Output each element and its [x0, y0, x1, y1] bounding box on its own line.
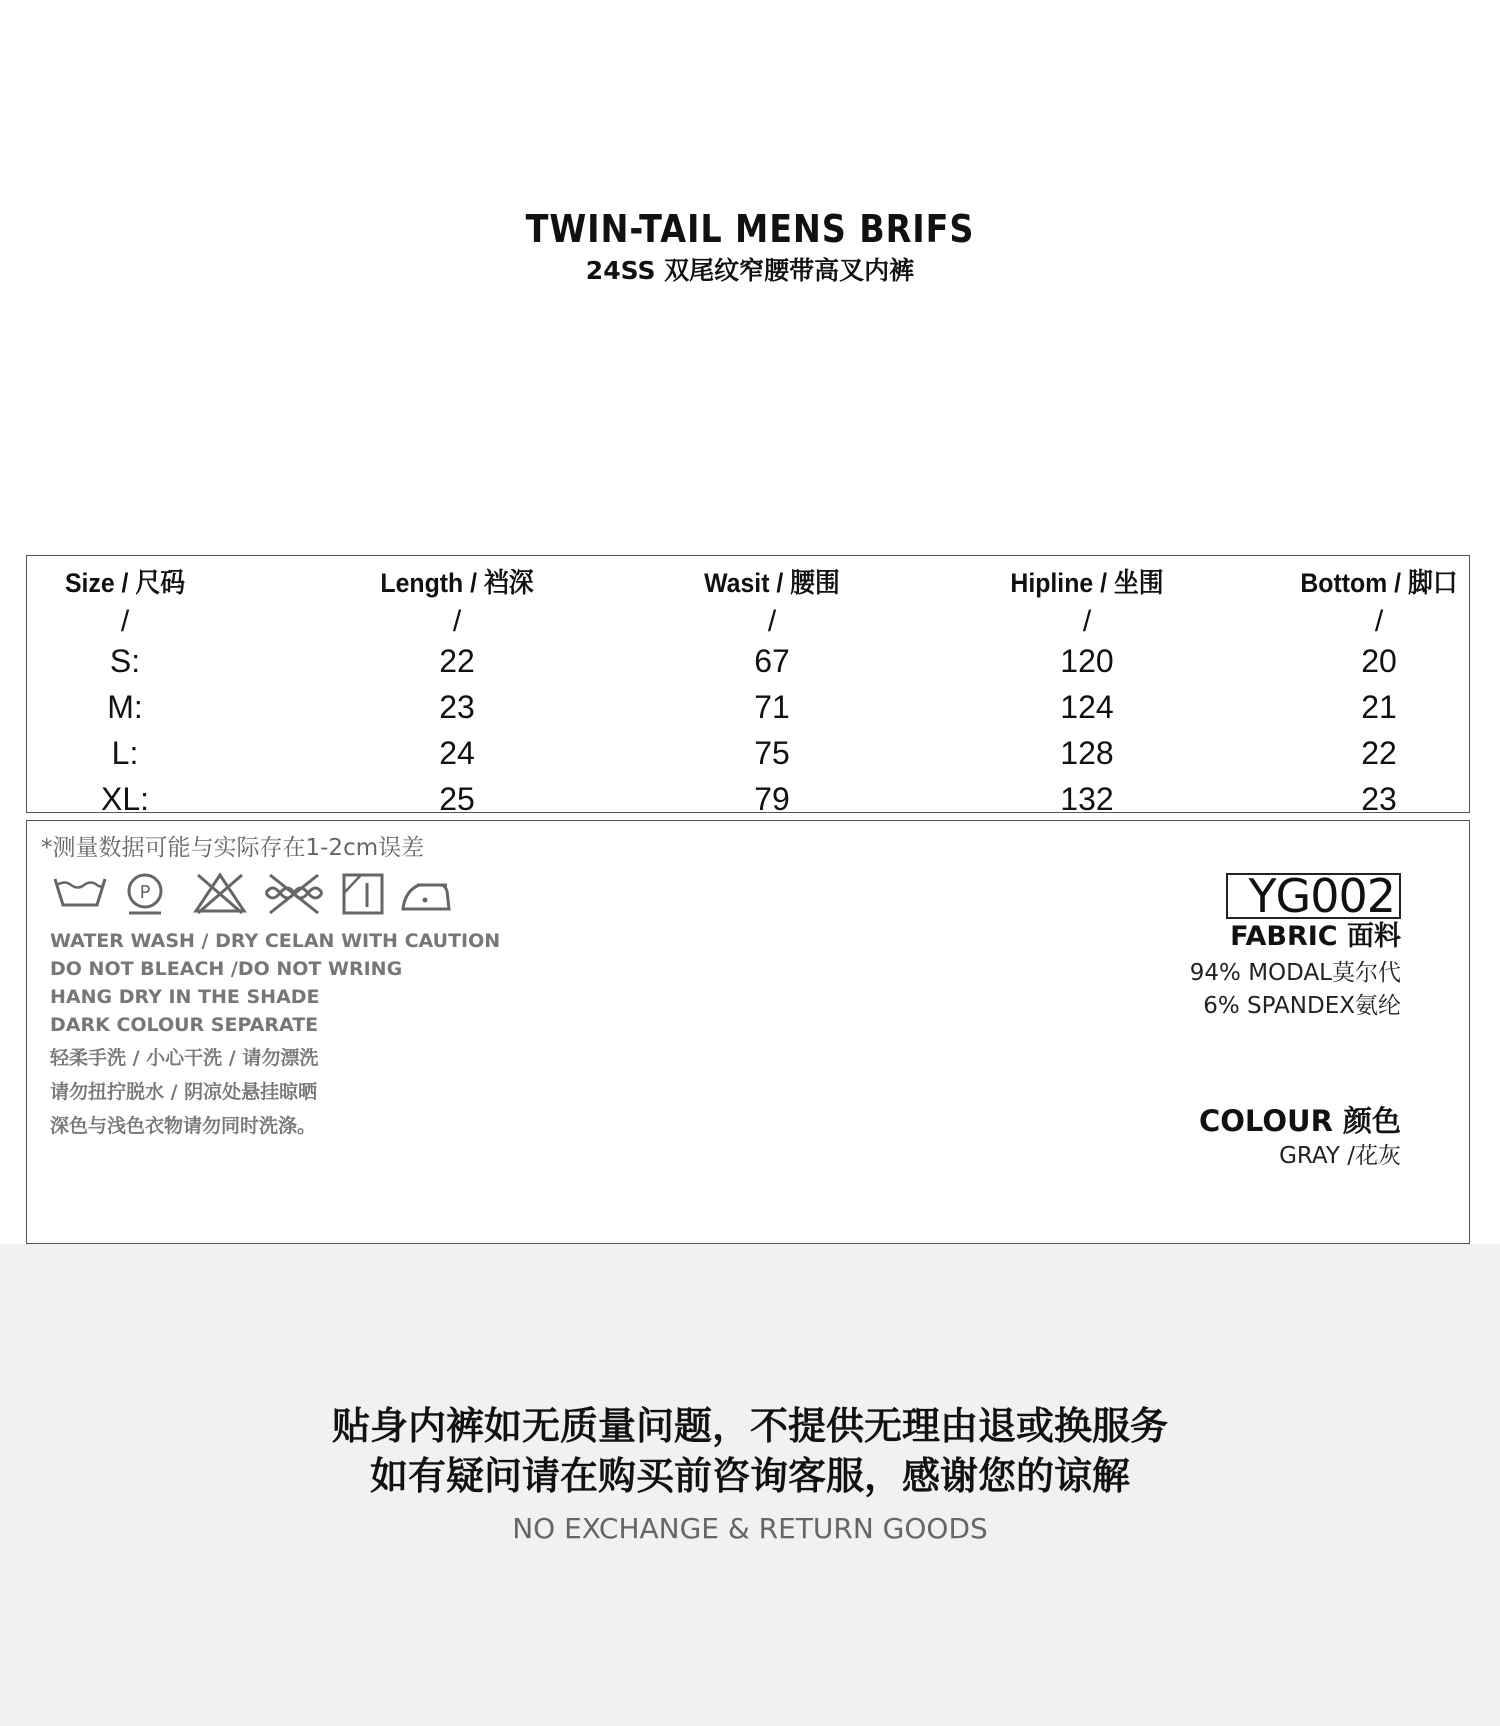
policy-line-en: NO EXCHANGE & RETURN GOODS [512, 1512, 988, 1545]
table-cell: 128 [1060, 735, 1114, 771]
table-cell: 120 [1060, 643, 1114, 679]
size-table [26, 555, 1470, 817]
wash-basin-icon [51, 871, 109, 915]
column-header: Wasit / 腰围 [704, 568, 840, 598]
hipline-column [982, 556, 1192, 817]
table-cell: 20 [1361, 643, 1397, 679]
table-cell: 25 [439, 781, 475, 817]
page-header [0, 205, 1500, 289]
table-cell: XL: [100, 781, 150, 817]
table-cell: 22 [439, 643, 475, 679]
table-cell: 67 [754, 643, 790, 679]
table-cell: 75 [754, 735, 790, 771]
measurement-note: *测量数据可能与实际存在1-2cm误差 [41, 835, 425, 861]
care-instructions [50, 927, 500, 1143]
column-header: Bottom / 脚口 [1300, 568, 1458, 598]
table-cell: 23 [439, 689, 475, 725]
page-title: TWIN-TAIL MENS BRIFS [525, 207, 975, 251]
waist-column [672, 556, 872, 817]
column-header: Size / 尺码 [64, 568, 186, 598]
no-wring-icon [262, 871, 326, 917]
table-cell: 124 [1060, 689, 1114, 725]
care-line-cn: 深色与浅色衣物请勿同时洗涤。 [50, 1115, 317, 1137]
table-cell: 79 [754, 781, 790, 817]
table-cell: 132 [1060, 781, 1114, 817]
fabric-line: 6% SPANDEX氨纶 [1203, 993, 1401, 1019]
table-cell: S: [109, 643, 141, 679]
column-slash: / [767, 605, 777, 638]
column-slash: / [120, 605, 130, 638]
return-policy-footer [0, 1244, 1500, 1726]
care-line-en: DO NOT BLEACH /DO NOT WRING [50, 958, 403, 980]
care-icons [47, 871, 447, 921]
product-code: YG002 [1226, 873, 1401, 919]
table-cell: 24 [439, 735, 475, 771]
no-bleach-icon [192, 871, 248, 917]
table-cell: M: [107, 689, 143, 725]
column-header: Length / 裆深 [380, 568, 534, 598]
page-subtitle: 24SS 双尾纹窄腰带高叉内裤 [585, 256, 915, 285]
care-line-cn: 请勿扭拧脱水 / 阴凉处悬挂晾晒 [50, 1081, 318, 1103]
colour-value: GRAY /花灰 [1279, 1143, 1401, 1169]
policy-line-1: 贴身内裤如无质量问题，不提供无理由退或换服务 [331, 1404, 1168, 1448]
column-slash: / [452, 605, 462, 638]
table-cell: 23 [1361, 781, 1397, 817]
iron-icon [397, 871, 453, 917]
bottom-column [1289, 556, 1469, 817]
line-dry-shade-icon [341, 871, 385, 917]
policy-line-2: 如有疑问请在购买前咨询客服，感谢您的谅解 [369, 1454, 1130, 1498]
care-line-en: WATER WASH / DRY CELAN WITH CAUTION [50, 930, 501, 952]
svg-text:P: P [139, 882, 151, 903]
column-header: Hipline / 坐围 [1010, 568, 1164, 598]
table-cell: L: [111, 735, 139, 771]
care-line-en: HANG DRY IN THE SHADE [50, 986, 320, 1008]
length-column [357, 556, 557, 817]
table-cell: 22 [1361, 735, 1397, 771]
fabric-label: FABRIC 面料 [1230, 921, 1401, 952]
care-info-panel [26, 820, 1470, 1244]
fabric-line: 94% MODAL莫尔代 [1189, 960, 1401, 986]
column-slash: / [1082, 605, 1092, 638]
care-line-en: DARK COLOUR SEPARATE [50, 1014, 319, 1036]
table-cell: 21 [1361, 689, 1397, 725]
colour-label: COLOUR 颜色 [1198, 1104, 1401, 1138]
column-slash: / [1374, 605, 1384, 638]
product-info [1189, 869, 1401, 1173]
care-line-cn: 轻柔手洗 / 小心干洗 / 请勿漂洗 [50, 1047, 319, 1069]
dry-clean-p-icon [121, 871, 169, 919]
table-cell: 71 [754, 689, 790, 725]
size-column [27, 556, 223, 817]
